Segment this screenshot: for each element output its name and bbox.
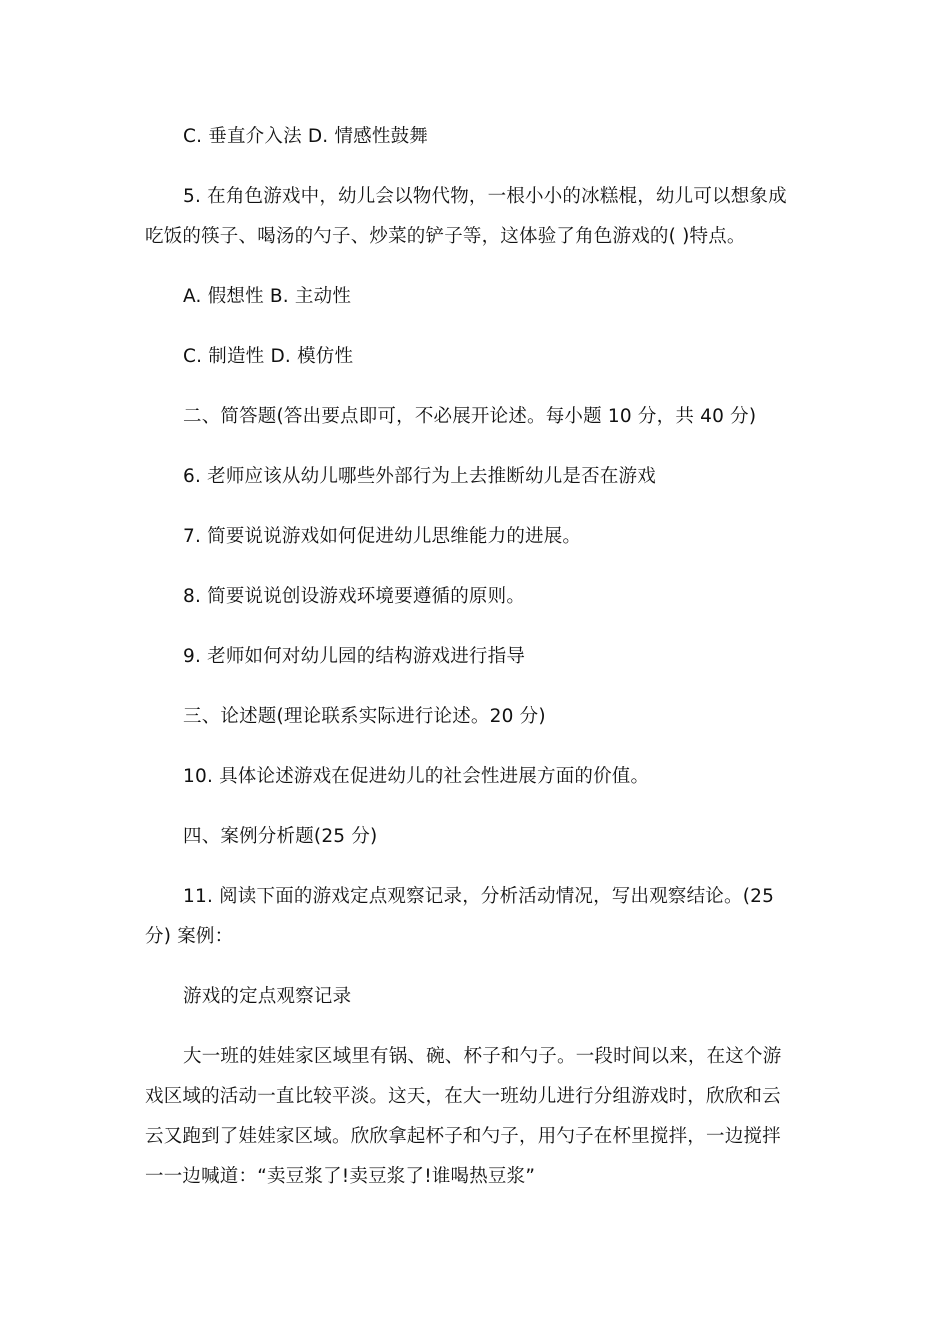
q4-options-cd: C. 垂直介入法 D. 情感性鼓舞: [183, 126, 428, 147]
question-8: 8. 简要说说创设游戏环境要遵循的原则。: [183, 586, 526, 607]
case-paragraph-line-4: 一一边喊道：“卖豆浆了!卖豆浆了!谁喝热豆浆”: [145, 1166, 536, 1187]
question-9: 9. 老师如何对幼儿园的结构游戏进行指导: [183, 646, 526, 667]
case-paragraph-line-2: 戏区域的活动一直比较平淡。这天，在大一班幼儿进行分组游戏时，欣欣和云: [145, 1086, 781, 1107]
q11-line-2: 分) 案例：: [145, 926, 234, 947]
case-paragraph-line-1: 大一班的娃娃家区域里有锅、碗、杯子和勺子。一段时间以来，在这个游: [183, 1046, 782, 1067]
q5-line-1: 5. 在角色游戏中，幼儿会以物代物，一根小小的冰糕棍，幼儿可以想象成: [183, 186, 787, 207]
question-7: 7. 简要说说游戏如何促进幼儿思维能力的进展。: [183, 526, 582, 547]
case-paragraph-line-3: 云又跑到了娃娃家区域。欣欣拿起杯子和勺子，用勺子在杯里搅拌，一边搅拌: [145, 1126, 781, 1147]
q5-line-2: 吃饭的筷子、喝汤的勺子、炒菜的铲子等，这体验了角色游戏的( )特点。: [145, 226, 746, 247]
case-title: 游戏的定点观察记录: [183, 986, 352, 1007]
q11-line-1: 11. 阅读下面的游戏定点观察记录，分析活动情况，写出观察结论。(25: [183, 886, 775, 907]
q5-options-cd: C. 制造性 D. 模仿性: [183, 346, 354, 367]
section-3-heading: 三、论述题(理论联系实际进行论述。20 分): [183, 706, 546, 727]
section-2-heading: 二、简答题(答出要点即可，不必展开论述。每小题 10 分，共 40 分): [183, 406, 757, 427]
question-10: 10. 具体论述游戏在促进幼儿的社会性进展方面的价值。: [183, 766, 650, 787]
question-6: 6. 老师应该从幼儿哪些外部行为上去推断幼儿是否在游戏: [183, 466, 656, 487]
section-4-heading: 四、案例分析题(25 分): [183, 826, 378, 847]
q5-options-ab: A. 假想性 B. 主动性: [183, 286, 352, 307]
